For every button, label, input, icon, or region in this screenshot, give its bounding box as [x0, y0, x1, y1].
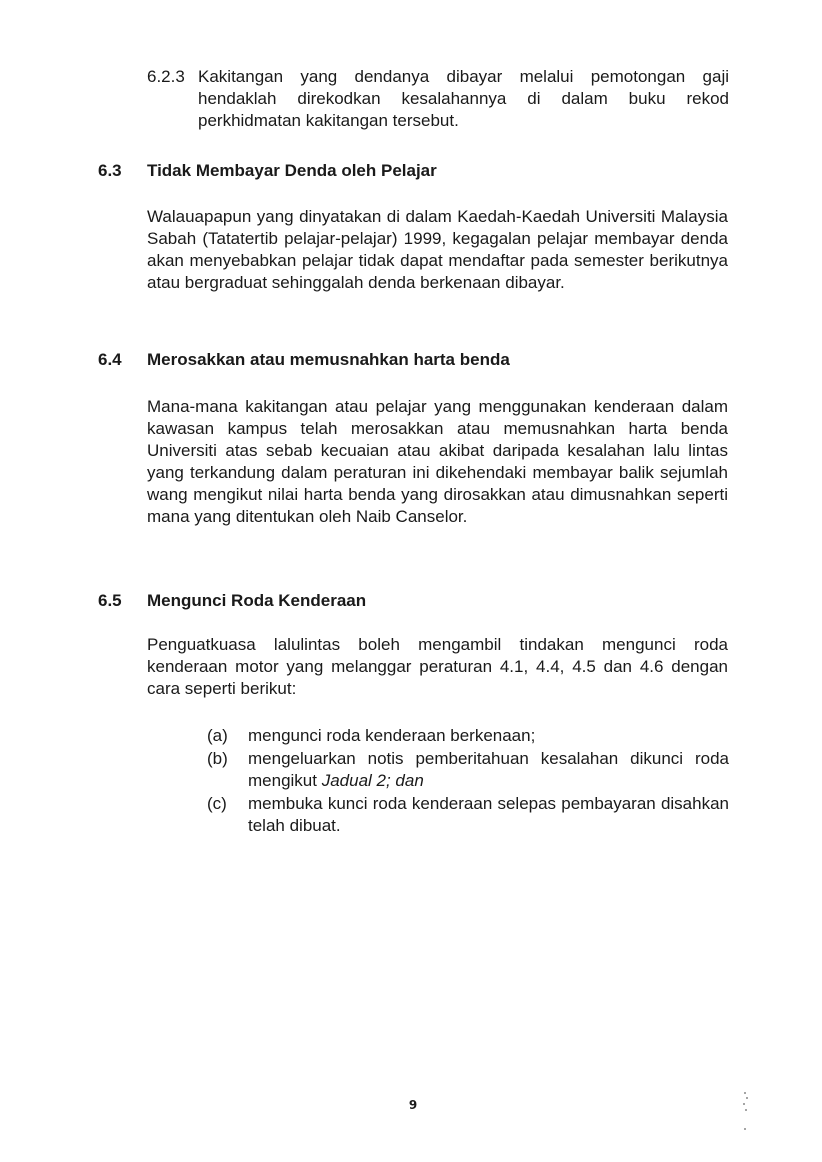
section-body-6-3: Walauapapun yang dinyatakan di dalam Kaedah-Kaedah Universiti Malaysia Sabah (Tatatertib pelajar-pelajar) 1999, kegagalan pelajar membayar denda akan menyebabkan pelajar tidak dapat mendaftar pada semester berikutnya atau bergraduat sehinggalah denda berkenaan dibayar.	[147, 207, 728, 292]
section-number: 6.3	[98, 161, 122, 180]
page-number: 9	[408, 1098, 418, 1112]
section-number: 6.5	[98, 591, 122, 610]
clause-6-2-3	[147, 66, 729, 132]
wheel-lock-steps-list	[207, 725, 729, 838]
list-item-label: (a)	[207, 726, 228, 745]
section-title: Mengunci Roda Kenderaan	[147, 591, 367, 610]
list-item-text: membuka kunci roda kenderaan selepas pembayaran disahkan telah dibuat.	[248, 794, 729, 835]
section-body-6-4: Mana-mana kakitangan atau pelajar yang menggunakan kenderaan dalam kawasan kampus telah merosakkan atau memusnahkan harta benda Universiti atas sebab kecuaian atau akibat daripada kesalahan lalu lintas yang terkandung dalam peraturan ini dikehendaki membayar balik sejumlah wang mengikut nilai harta benda yang dirosakkan atau dimusnahkan seperti mana yang ditentukan oleh Naib Canselor.	[147, 397, 728, 526]
list-item-label: (c)	[207, 794, 227, 813]
list-item-italic-text: Jadual 2; dan	[321, 771, 424, 790]
list-item	[207, 725, 729, 747]
section-number: 6.4	[98, 350, 122, 369]
clause-number: 6.2.3	[147, 67, 185, 86]
section-title: Merosakkan atau memusnahkan harta benda	[147, 350, 510, 369]
list-item-text: mengunci roda kenderaan berkenaan;	[248, 726, 536, 745]
clause-text: Kakitangan yang dendanya dibayar melalui pemotongan gaji hendaklah direkodkan kesalahannya di dalam buku rekod perkhidmatan kakitangan tersebut.	[198, 67, 729, 130]
scan-artifact-marks	[741, 1088, 751, 1138]
section-body-6-5: Penguatkuasa lalulintas boleh mengambil tindakan mengunci roda kenderaan motor yang melanggar peraturan 4.1, 4.4, 4.5 dan 4.6 dengan cara seperti berikut:	[147, 635, 728, 698]
list-item	[207, 748, 729, 792]
list-item-label: (b)	[207, 749, 228, 768]
section-title: Tidak Membayar Denda oleh Pelajar	[147, 161, 437, 180]
list-item-text: mengeluarkan notis pemberitahuan kesalahan dikunci roda mengikut	[248, 749, 729, 790]
list-item	[207, 793, 729, 837]
